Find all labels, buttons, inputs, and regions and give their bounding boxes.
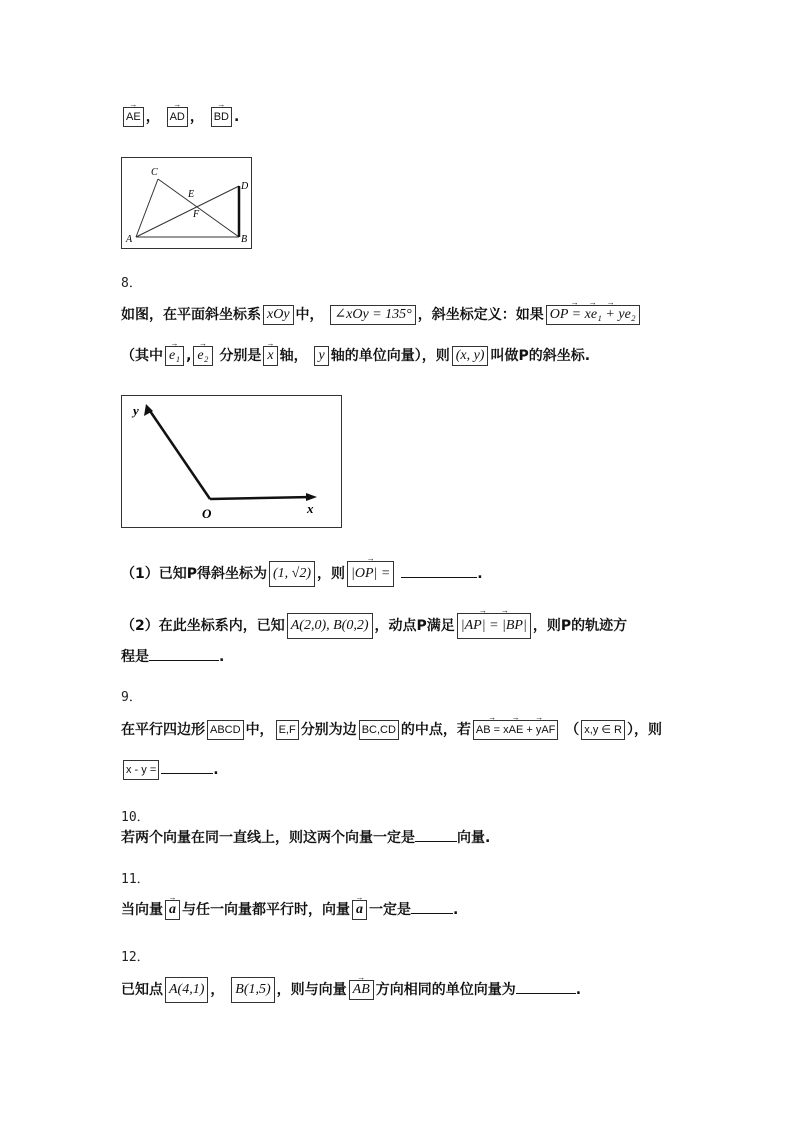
answer-blank-12[interactable] [516, 981, 576, 994]
question-11-number: 11． [121, 872, 150, 887]
answer-blank-8-1[interactable] [401, 565, 477, 578]
sides-bc-cd: BC,CD [359, 720, 399, 740]
equation-ab: → → → AB = xAE + yAF [473, 720, 558, 740]
label-o: O [202, 506, 212, 521]
question-8-sub-2: （2）在此坐标系内，已知 A(2,0), B(0,2) ，动点P满足 → → |AP| = |BP| ，则P的轨迹方 [121, 613, 627, 639]
label-a: A [126, 234, 133, 245]
pair-xy: (x, y) [452, 346, 489, 366]
question-8-number: 8． [121, 276, 142, 291]
condition-ap-bp: → → |AP| = |BP| [457, 613, 531, 639]
answer-blank-9[interactable] [161, 761, 213, 774]
points-ef: E,F [276, 720, 299, 740]
question-9-number: 9． [121, 690, 142, 705]
shape-abcd: ABCD [207, 720, 244, 740]
answer-blank-10[interactable] [415, 829, 457, 842]
condition-xy-r: x,y ∈ R [581, 720, 625, 740]
question-8-sub-1: （1）已知P得斜坐标为 (1, √2) ，则 → |OP| = . [121, 561, 483, 587]
label-b: B [241, 234, 248, 245]
question-8-line-2: （其中 → e₁ , → e₂ 分别是 → x 轴， y 轴的单位向量），则 (x, y) 叫做P的斜坐标. [121, 339, 591, 364]
label-y: y [133, 403, 139, 418]
vector-ab: → AB [349, 980, 374, 1000]
vector-ae: → AE [123, 107, 144, 127]
question-12-line: 已知点 A(4,1) ， B(1,5) ，则与向量 → AB 方向相同的单位向量为 . [121, 977, 581, 1003]
label-d: D [241, 181, 249, 192]
question-9-line-2: x - y = . [121, 760, 219, 780]
question-12-number: 12． [121, 950, 150, 965]
system-xoy: xOy [263, 305, 294, 325]
definition-op: → → → OP = xe₁ + ye₂ [546, 305, 640, 325]
point-b: B(1,5) [231, 977, 274, 1003]
label-e: E [188, 189, 195, 200]
point-a: A(4,1) [165, 977, 208, 1003]
question-10-line: 若两个向量在同一直线上，则这两个向量一定是 向量. [121, 830, 491, 846]
answer-blank-8-2[interactable] [149, 648, 219, 661]
vector-ad: → AD [167, 107, 188, 127]
intro-line: → AE ， → AD ， → BD . [121, 107, 239, 127]
coord-1-sqrt2: (1, √2) [269, 561, 315, 587]
vector-bd: → BD [211, 107, 232, 127]
answer-blank-11[interactable] [411, 901, 453, 914]
angle-135: ∠xOy = 135° [330, 305, 415, 325]
label-f: F [193, 209, 200, 220]
question-10-number: 10． [121, 810, 150, 825]
triangle-figure [121, 157, 252, 249]
question-11-line: 当向量 → a 与任一向量都平行时，向量 → a 一定是 . [121, 893, 459, 918]
expression-x-minus-y: x - y = [123, 760, 159, 780]
points-ab: A(2,0), B(0,2) [287, 613, 373, 639]
vector-a: → a [165, 900, 180, 920]
x-axis-symbol: → x [263, 346, 277, 366]
question-8-line-1: 如图，在平面斜坐标系 xOy 中， ∠xOy = 135° ，斜坐标定义：如果 → → → OP = xe₁ + ye₂ [121, 305, 642, 325]
oblique-axes-figure [121, 395, 342, 528]
vector-e2: → e₂ [193, 346, 212, 366]
vector-e1: → e₁ [165, 346, 184, 366]
question-9-line-1: 在平行四边形 ABCD 中， E,F 分别为边 BC,CD 的中点，若 → → → AB = xAE + yAF （ x,y ∈ R ），则 [121, 713, 662, 738]
question-8-sub-2-cont: 程是 . [121, 649, 225, 665]
vector-a-2: → a [352, 900, 367, 920]
label-x: x [307, 501, 314, 516]
label-c: C [151, 167, 158, 178]
y-axis-symbol: y [314, 346, 328, 366]
magnitude-op: → |OP| = [347, 561, 394, 587]
